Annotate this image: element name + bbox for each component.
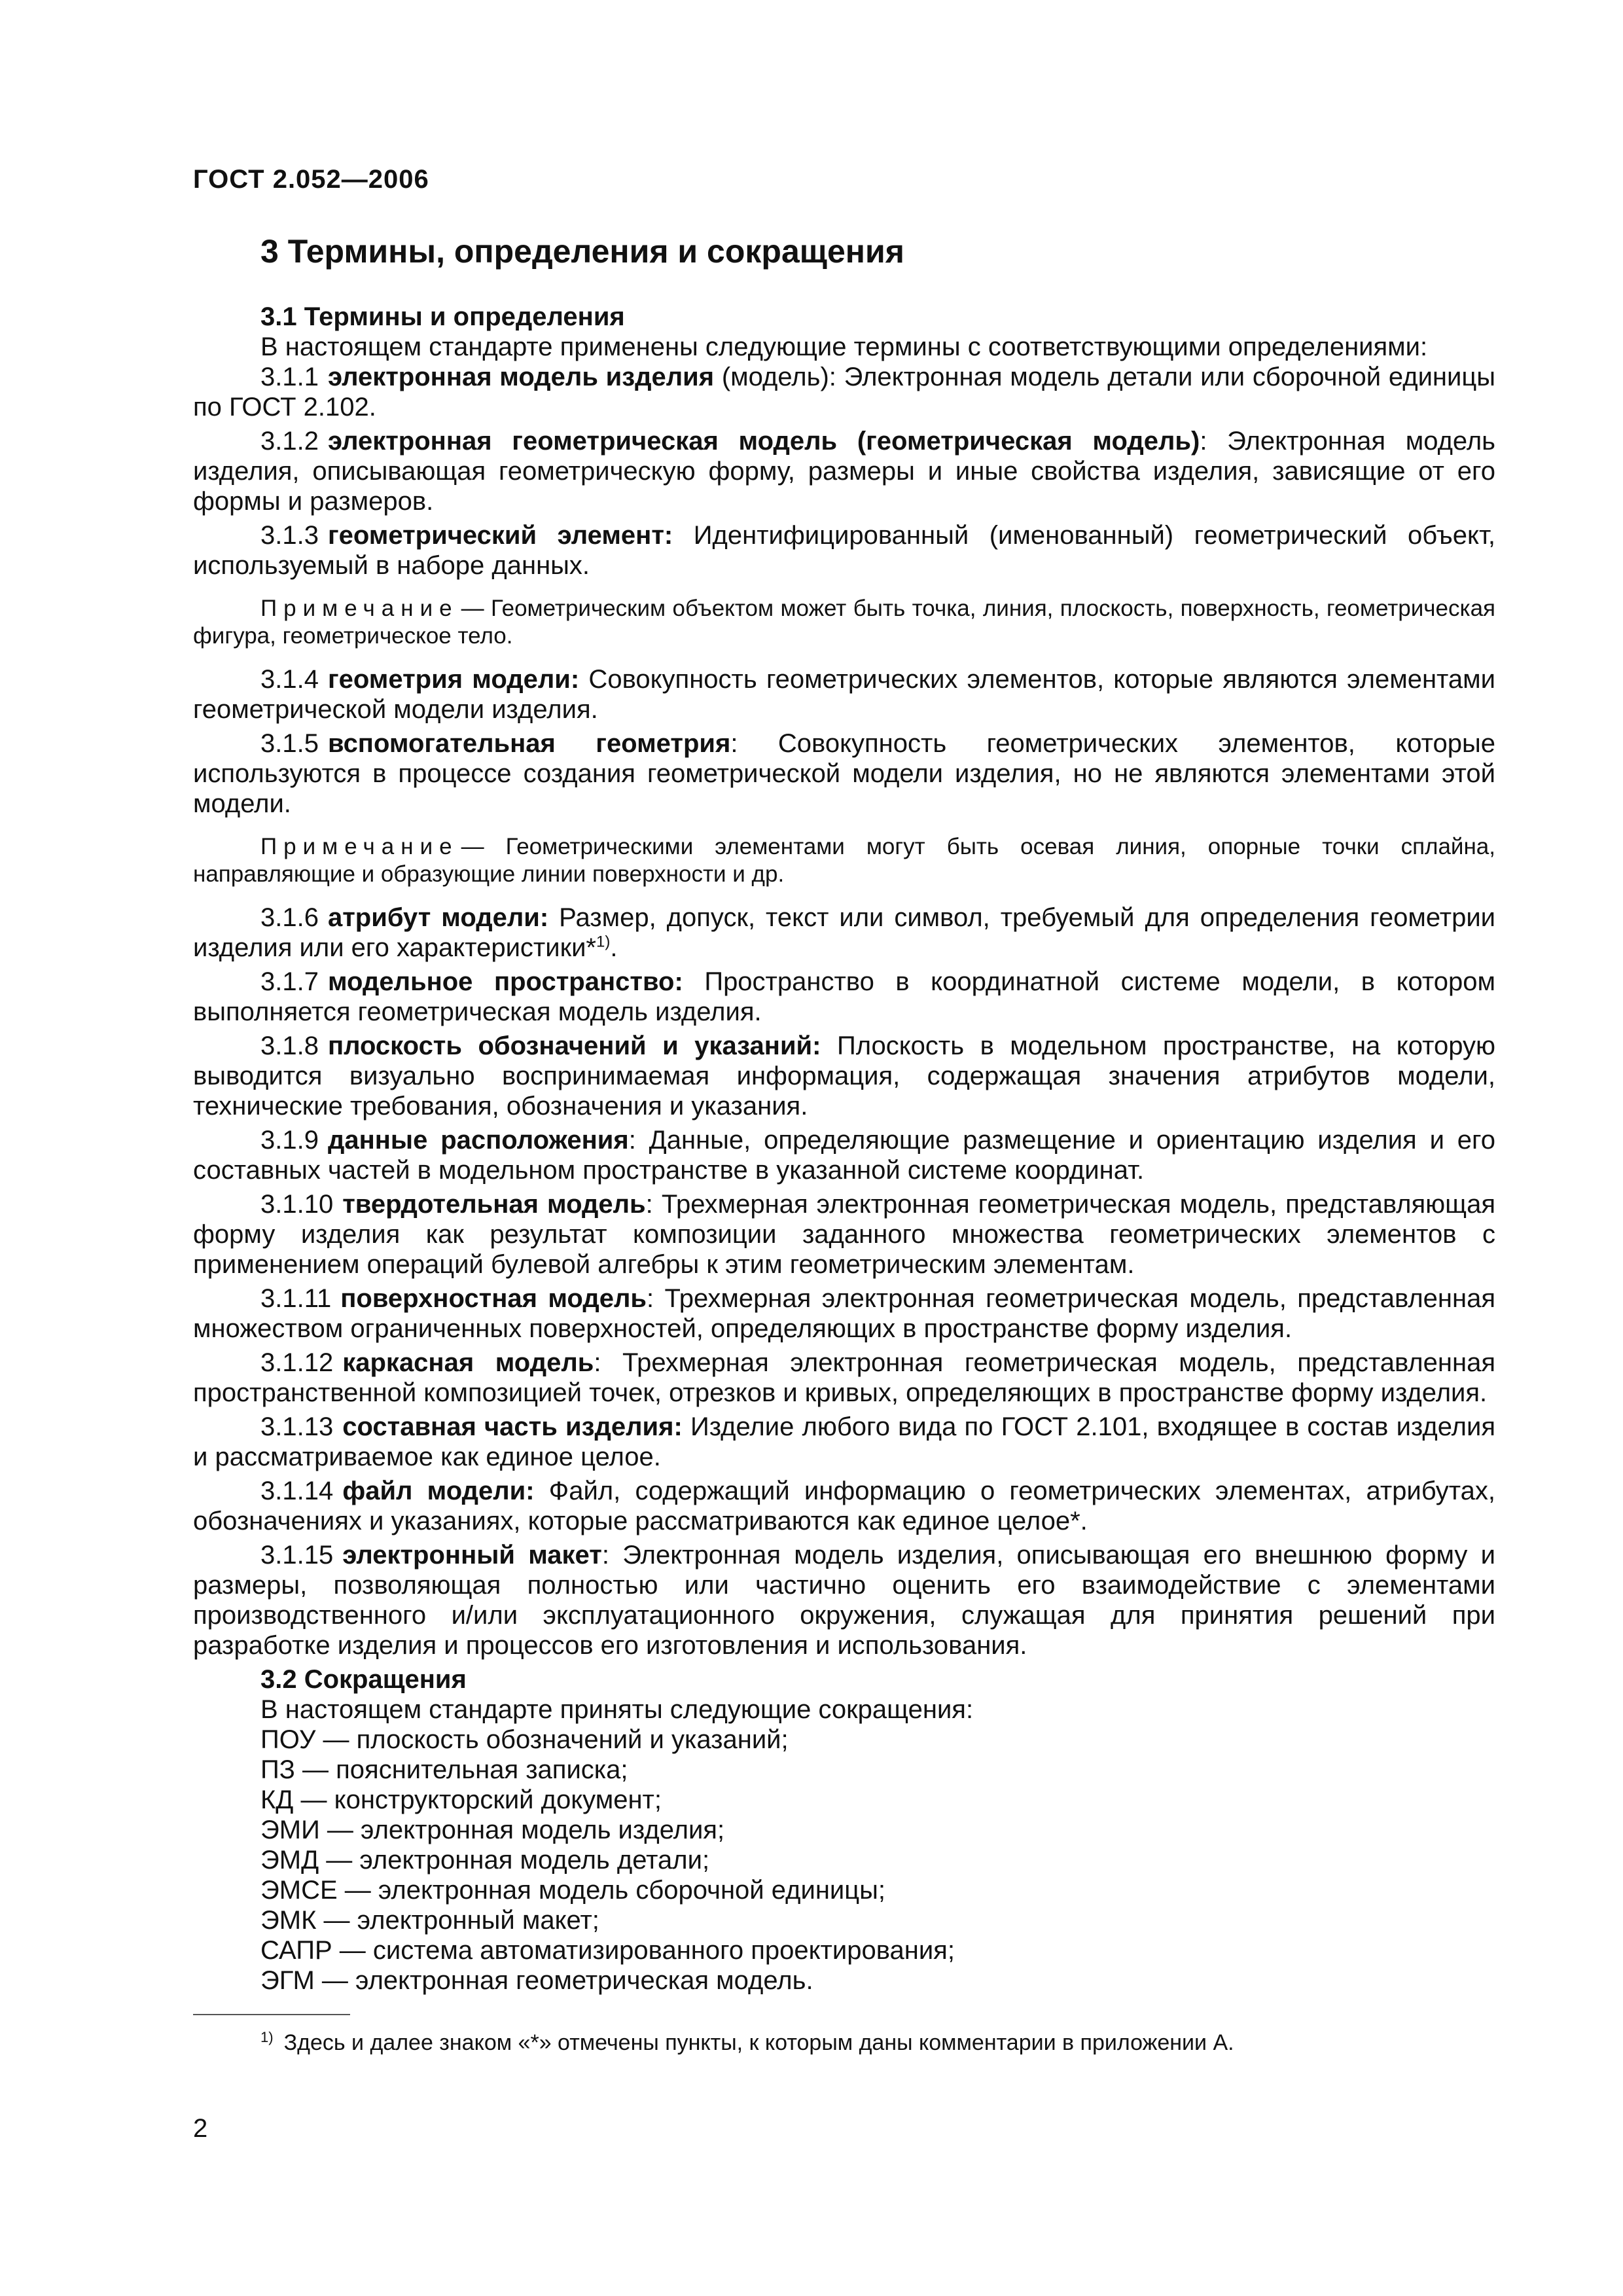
footnote [260, 2029, 1491, 2056]
term-entry: 3.1.10 твердотельная модель: Трехмерная электронная геометрическая модель, представляющая форму изделия как результат композиции заданного множества геометрических элементов с применением операций булевой алгебры к этим геометрическим элементам. [193, 1190, 1495, 1279]
note: Примечание — Геометрическим объектом может быть точка, линия, плоскость, поверхность, геометрическая фигура, геометрическое тело. [193, 596, 1495, 649]
document-header: ГОСТ 2.052—2006 [193, 165, 429, 194]
list-item: ЭМИ — электронная модель изделия; [260, 1816, 725, 1844]
section-title: 3 Термины, определения и сокращения [260, 233, 904, 270]
term-entry: 3.1.1 электронная модель изделия (модель): Электронная модель детали или сборочной единицы по ГОСТ 2.102. [193, 363, 1496, 422]
term-entry: 3.1.13 составная часть изделия: Изделие любого вида по ГОСТ 2.101, входящее в состав изделия и рассматриваемое как единое целое. [193, 1412, 1495, 1471]
terms-intro: В настоящем стандарте применены следующие термины с соответствующими определениями: [260, 332, 1428, 361]
term-entry: 3.1.4 геометрия модели: Совокупность геометрических элементов, которые являются элементами геометрической модели изделия. [193, 665, 1495, 724]
list-item: ЭМСЕ — электронная модель сборочной единицы; [260, 1876, 886, 1905]
term-entry: 3.1.3 геометрический элемент: Идентифицированный (именованный) геометрический объект, используемый в наборе данных. [193, 521, 1495, 580]
page-number: 2 [193, 2114, 208, 2143]
abbreviation-list [193, 1725, 1495, 1996]
term-entry: 3.1.14 файл модели: Файл, содержащий информацию о геометрических элементах, атрибутах, обозначениях и указаниях, которые рассматриваются как единое целое*. [193, 1477, 1495, 1535]
term-entry: 3.1.12 каркасная модель: Трехмерная электронная геометрическая модель, представленная пространственной композицией точек, отрезков и кривых, определяющих в пространстве форму изделия. [193, 1348, 1495, 1407]
list-item: ЭМК — электронный макет; [260, 1906, 599, 1935]
abbreviations-intro: В настоящем стандарте приняты следующие сокращения: [260, 1695, 974, 1724]
term-entry: 3.1.5 вспомогательная геометрия: Совокупность геометрических элементов, которые используются в процессе создания геометрической модели изделия, но не являются элементами этой модели. [193, 729, 1496, 818]
list-item: КД — конструкторский документ; [260, 1785, 662, 1814]
footnote-mark: 1) [260, 2028, 274, 2045]
footnote-text: Здесь и далее знаком «*» отмечены пункты, к которым даны комментарии в приложении А. [283, 2030, 1234, 2055]
document-body [193, 298, 1495, 1996]
term-entry: 3.1.7 модельное пространство: Пространство в координатной системе модели, в котором выполняется геометрическая модель изделия. [193, 967, 1495, 1026]
footnote-divider [193, 2014, 350, 2015]
subsection-heading-terms: 3.1 Термины и определения [260, 302, 625, 331]
term-entry: 3.1.2 электронная геометрическая модель (геометрическая модель): Электронная модель изделия, описывающая геометрическую форму, размеры и иные свойства изделия, зависящие от его формы и размеров. [193, 427, 1495, 516]
list-item: САПР — система автоматизированного проектирования; [260, 1936, 955, 1965]
term-entry: 3.1.9 данные расположения: Данные, определяющие размещение и ориентацию изделия и его составных частей в модельном пространстве в указанной системе координат. [193, 1126, 1495, 1185]
term-entry: 3.1.15 электронный макет: Электронная модель изделия, описывающая его внешнюю форму и размеры, позволяющая полностью или частично оценить его взаимодействие с элементами производственного и/или эксплуатационного окружения, служащая для принятия решений при разработке изделия и процессов его изготовления и использования. [193, 1541, 1495, 1660]
subsection-heading-abbreviations: 3.2 Сокращения [260, 1665, 467, 1694]
list-item: ЭМД — электронная модель детали; [260, 1846, 710, 1874]
term-entry: 3.1.6 атрибут модели: Размер, допуск, текст или символ, требуемый для определения геометрии изделия или его характеристики*$^{1)}$. [193, 903, 1496, 962]
note: Примечание — Геометрическими элементами могут быть осевая линия, опорные точки сплайна, направляющие и образующие линии поверхности и др. [193, 834, 1495, 887]
list-item: ЭГМ — электронная геометрическая модель. [260, 1966, 813, 1995]
term-entry: 3.1.11 поверхностная модель: Трехмерная электронная геометрическая модель, представленная множеством ограниченных поверхностей, определяющих в пространстве форму изделия. [193, 1284, 1495, 1343]
footnote-reference: 1) [596, 933, 611, 951]
list-item: ПЗ — пояснительная записка; [260, 1755, 628, 1784]
list-item: ПОУ — плоскость обозначений и указаний; [260, 1725, 789, 1754]
term-entry: 3.1.8 плоскость обозначений и указаний: Плоскость в модельном пространстве, на которую выводится визуально воспринимаемая информация, содержащая значения атрибутов модели, технические требования, обозначения и указания. [193, 1031, 1496, 1121]
